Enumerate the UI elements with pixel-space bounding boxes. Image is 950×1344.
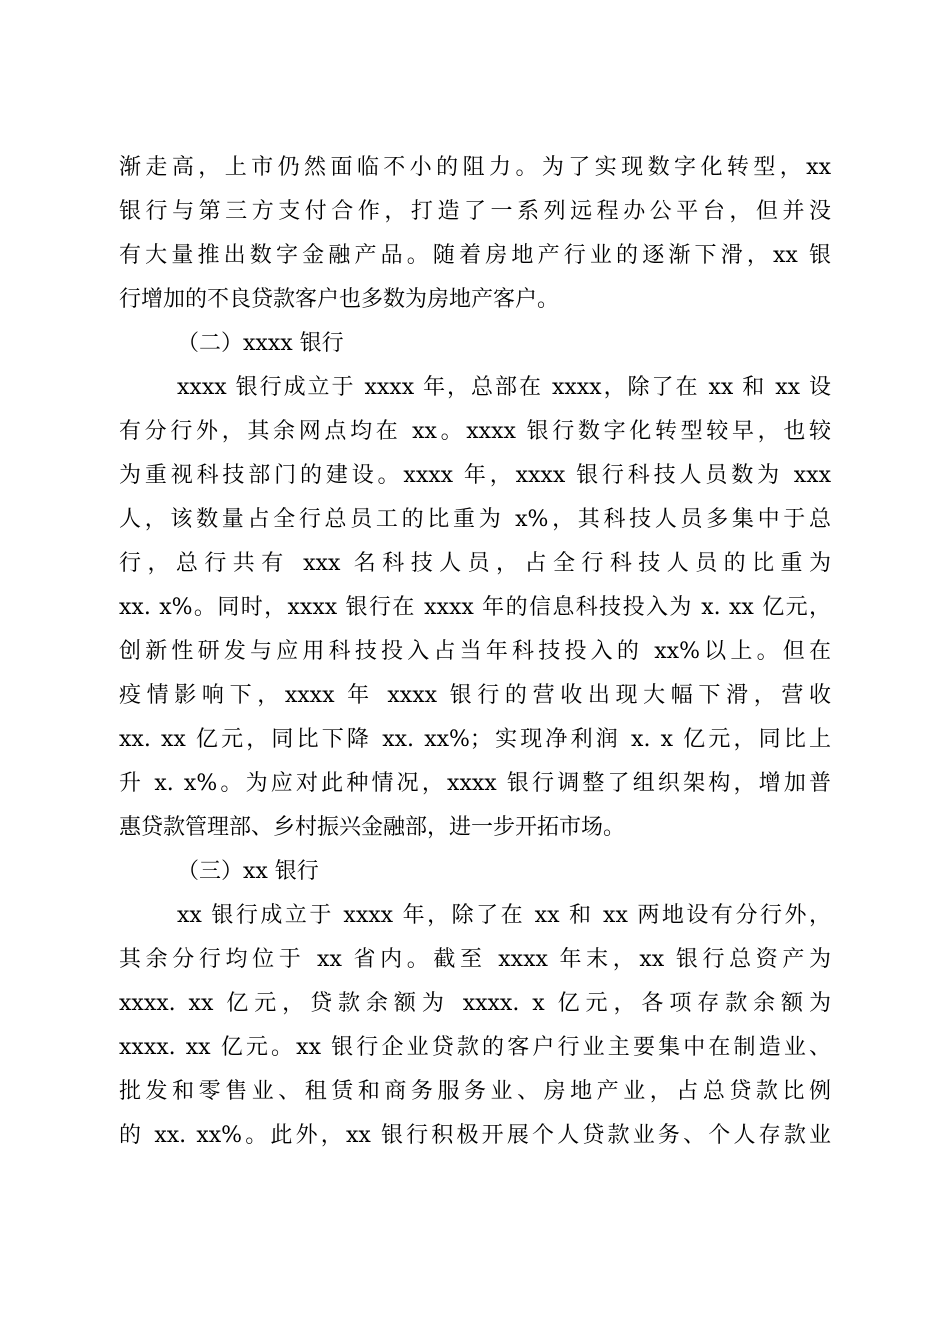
paragraph-line: 批发和零售业、租赁和商务服务业、房地产业，占总贷款比例 (119, 1079, 831, 1104)
paragraph-line: 升 x. x%。为应对此种情况，xxxx 银行调整了组织架构，增加普 (119, 771, 831, 796)
paragraph-line: 疫情影响下，xxxx 年 xxxx 银行的营收出现大幅下滑，营收 (119, 683, 831, 708)
paragraph-line: xx 银行成立于 xxxx 年，除了在 xx 和 xx 两地设有分行外， (177, 903, 831, 928)
paragraph-line: 人，该数量占全行总员工的比重为 x%，其科技人员多集中于总 (119, 507, 831, 532)
paragraph-line: xx. xx 亿元，同比下降 xx. xx%；实现净利润 x. x 亿元，同比上 (119, 727, 831, 752)
paragraph-line: xxxx. xx 亿元。xx 银行企业贷款的客户行业主要集中在制造业、 (119, 1035, 831, 1060)
paragraph-line: 创新性研发与应用科技投入占当年科技投入的 xx%以上。但在 (119, 639, 831, 664)
section-heading-3: （三）xx 银行 (177, 859, 319, 884)
paragraph-line: 银行与第三方支付合作，打造了一系列远程办公平台，但并没 (119, 199, 831, 224)
document-body (119, 146, 831, 1158)
section-heading-2: （二）xxxx 银行 (177, 331, 344, 356)
paragraph-line: xxxx 银行成立于 xxxx 年，总部在 xxxx，除了在 xx 和 xx 设 (177, 375, 831, 400)
paragraph-line: 惠贷款管理部、乡村振兴金融部，进一步开拓市场。 (119, 815, 626, 840)
paragraph-line: 渐走高，上市仍然面临不小的阻力。为了实现数字化转型，xx (119, 155, 831, 180)
paragraph-line: 有大量推出数字金融产品。随着房地产行业的逐渐下滑，xx 银 (119, 243, 831, 268)
paragraph-line: xxxx. xx 亿元，贷款余额为 xxxx. x 亿元，各项存款余额为 (119, 991, 831, 1016)
paragraph-line: 为重视科技部门的建设。xxxx 年，xxxx 银行科技人员数为 xxx (119, 463, 831, 488)
paragraph-line: 有分行外，其余网点均在 xx。xxxx 银行数字化转型较早，也较 (119, 419, 831, 444)
paragraph-line: 行增加的不良贷款客户也多数为房地产客户。 (119, 287, 560, 312)
paragraph-line: 的 xx. xx%。此外，xx 银行积极开展个人贷款业务、个人存款业 (119, 1123, 831, 1148)
paragraph-line: 其余分行均位于 xx 省内。截至 xxxx 年末，xx 银行总资产为 (119, 947, 831, 972)
paragraph-line: 行，总行共有 xxx 名科技人员，占全行科技人员的比重为 (119, 551, 831, 576)
paragraph-line: xx. x%。同时，xxxx 银行在 xxxx 年的信息科技投入为 x. xx 亿元， (119, 595, 831, 620)
